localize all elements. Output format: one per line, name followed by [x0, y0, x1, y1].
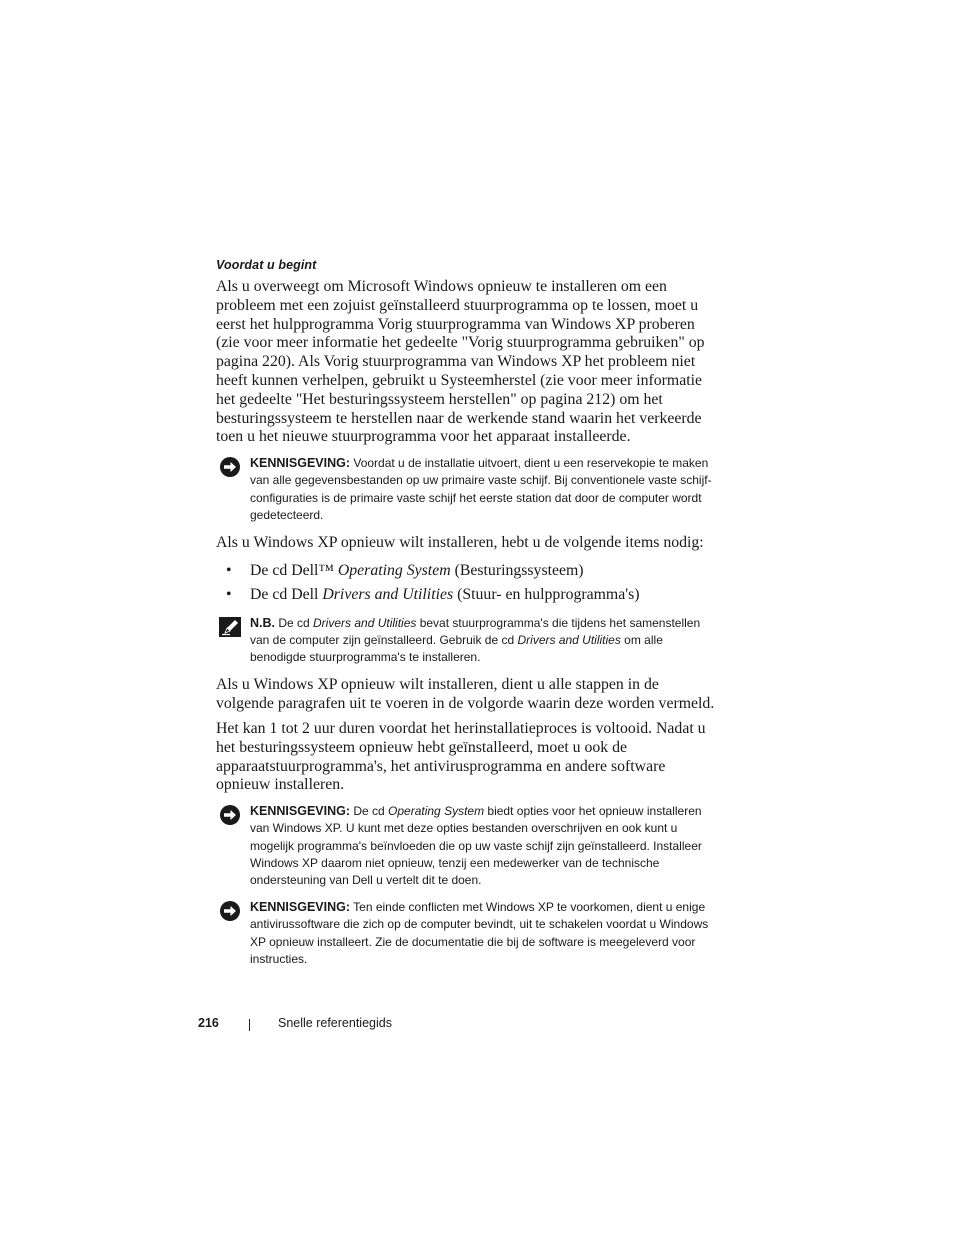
note-pencil-icon	[218, 616, 242, 638]
bullet-marker: •	[226, 585, 232, 603]
bullet-marker: •	[226, 561, 232, 579]
paragraph-steps: Als u Windows XP opnieuw wilt installeren, dient u alle stappen in de volgende paragrafen uit te voeren in de volgorde waarin deze worden vermeld.	[216, 676, 715, 713]
notice-text: Voordat u de installatie uitvoert, dient u een reservekopie te maken van alle gegevensbestanden op uw primaire vaste schijf. Bij conventionele vaste schijf-configuraties is de primaire vaste schijf het eerste station dat door de computer wordt gedetecteerd.	[250, 456, 712, 522]
notice-antivirus	[216, 899, 716, 968]
notice-icon	[218, 804, 242, 826]
notice-backup	[216, 455, 716, 524]
paragraph-requirements: Als u Windows XP opnieuw wilt installeren, hebt u de volgende items nodig:	[216, 533, 704, 551]
notice-icon	[218, 456, 242, 478]
running-title: Snelle referentiegids	[278, 1016, 392, 1030]
note-drivers: N.B. De cd Drivers and Utilities bevat stuurprogramma's die tijdens het samenstellen van de computer zijn geïnstalleerd. Gebruik de cd Drivers and Utilities om alle benodigde stuurprogramma's te installeren.	[216, 615, 716, 667]
note-label: N.B.	[250, 615, 275, 630]
list-item: • De cd Dell Drivers and Utilities (Stuur- en hulpprogramma's)	[216, 583, 716, 607]
notice-label: KENNISGEVING:	[250, 804, 351, 819]
notice-text: Ten einde conflicten met Windows XP te voorkomen, dient u enige antivirussoftware die zich op de computer bevindt, uit te schakelen voordat u Windows XP opnieuw installeert. Zie de documentatie die bij de software is meegeleverd voor instructies.	[250, 900, 709, 966]
notice-label: KENNISGEVING:	[250, 456, 351, 471]
section-heading: Voordat u begint	[216, 258, 317, 272]
paragraph-intro: Als u overweegt om Microsoft Windows opnieuw te installeren om een probleem met een zojuist geïnstalleerd stuurprogramma op te lossen, moet u eerst het hulpprogramma Vorig stuurprogramma van Windows XP proberen (zie voor meer informatie het gedeelte "Vorig stuurprogramma gebruiken" op pagina 220). Als Vorig stuurprogramma van Windows XP het probleem niet heeft kunnen verhelpen, gebruikt u Systeemherstel (zie voor meer informatie het gedeelte "Het besturingssysteem herstellen" op pagina 212) om het besturingssysteem te herstellen naar de werkende stand waarin het verkeerde toen u het nieuwe stuurprogramma voor het apparaat installeerde.	[216, 278, 705, 446]
list-item: • De cd Dell™ Operating System (Besturingssysteem)	[216, 559, 716, 583]
notice-reinstall: KENNISGEVING: De cd Operating System biedt opties voor het opnieuw installeren van Windows XP. U kunt met deze opties bestanden overschrijven en ook kunt u mogelijk programma's beïnvloeden die op uw vaste schijf zijn geïnstalleerd. Installeer Windows XP daarom niet opnieuw, tenzij een medewerker van de technische ondersteuning van Dell u vertelt dit te doen.	[216, 803, 716, 889]
notice-icon	[218, 900, 242, 922]
notice-label: KENNISGEVING:	[250, 900, 351, 915]
requirements-list	[216, 559, 716, 607]
page-number: 216	[198, 1016, 219, 1030]
page-content	[216, 258, 716, 978]
footer-divider	[249, 1019, 250, 1031]
paragraph-duration: Het kan 1 tot 2 uur duren voordat het herinstallatieproces is voltooid. Nadat u het besturingssysteem opnieuw hebt geïnstalleerd, moet u ook de apparaatstuurprogramma's, het antivirusprogramma en andere software opnieuw installeren.	[216, 719, 706, 794]
